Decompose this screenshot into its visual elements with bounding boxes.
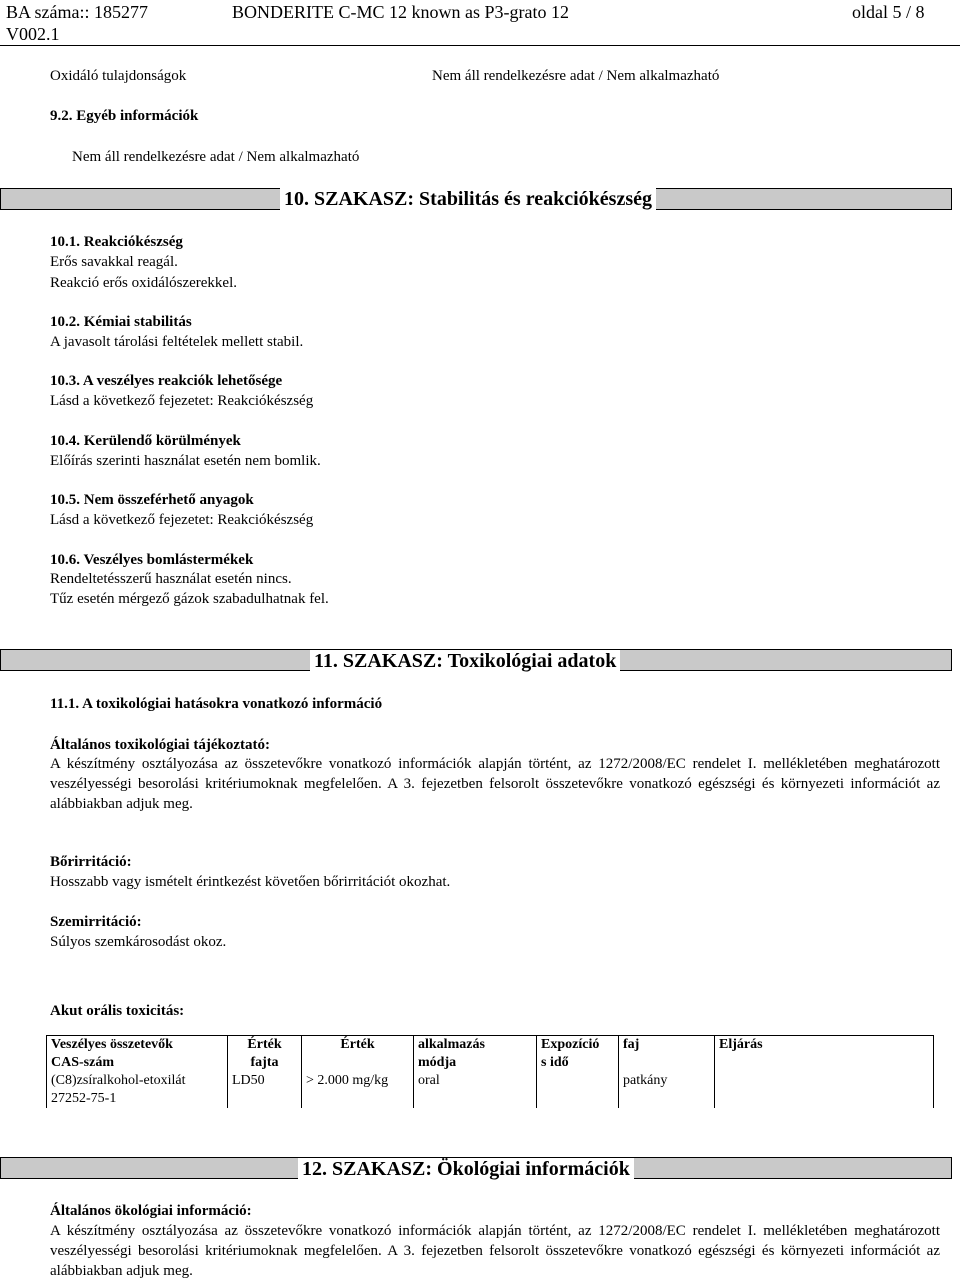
eye-irritation-title: Szemirritáció: bbox=[50, 914, 142, 930]
col-species: faj bbox=[619, 1036, 715, 1073]
acute-oral-title: Akut orális toxicitás: bbox=[50, 1003, 185, 1019]
section-11-title: 11. SZAKASZ: Toxikológiai adatok bbox=[310, 650, 620, 672]
ingredient-cas: 27252-75-1 bbox=[51, 1091, 117, 1106]
col-value-type: Érték fajta bbox=[228, 1036, 302, 1073]
header-divider bbox=[0, 45, 960, 46]
section-10-3-line1: Lásd a következő fejezetet: Reakciókészség bbox=[50, 393, 314, 409]
document-version: V002.1 bbox=[6, 24, 60, 44]
section-10-2-title: 10.2. Kémiai stabilitás bbox=[50, 314, 192, 330]
section-11-1-title: 11.1. A toxikológiai hatásokra vonatkozó információ bbox=[50, 696, 383, 712]
section-10-5-line1: Lásd a következő fejezetet: Reakciókészség bbox=[50, 512, 314, 528]
oxidizing-properties-value: Nem áll rendelkezésre adat / Nem alkalmazható bbox=[432, 68, 720, 84]
eye-irritation-text: Súlyos szemkárosodást okoz. bbox=[50, 934, 227, 950]
col-method: Eljárás bbox=[715, 1036, 934, 1073]
ingredient-name: (C8)zsíralkohol-etoxilát bbox=[51, 1073, 186, 1088]
section-10-1-line2: Reakció erős oxidálószerekkel. bbox=[50, 275, 238, 291]
col-route: alkalmazás módja bbox=[414, 1036, 537, 1073]
section-10-1-title: 10.1. Reakciókészség bbox=[50, 234, 183, 250]
section-10-4-title: 10.4. Kerülendő körülmények bbox=[50, 433, 241, 449]
section-9-2-title: 9.2. Egyéb információk bbox=[50, 108, 199, 124]
general-eco-text: A készítmény osztályozása az összetevőkre vonatkozó információk alapján történt, az 1272/2008/EC rendelet I. mellékletében meghatározott veszélyességi besorolási kritériumoknak megfelelően. A 3. fejezetben felsorolt összetevőkre vonatkozó egészségi és környezeti információt az alábbiakban adjuk meg. bbox=[50, 1223, 940, 1279]
route-cell: oral bbox=[414, 1072, 537, 1108]
species-cell: patkány bbox=[619, 1072, 715, 1108]
table-header-row bbox=[47, 1036, 934, 1073]
value-cell: > 2.000 mg/kg bbox=[302, 1072, 414, 1108]
document-id: BA száma:: 185277 bbox=[6, 2, 148, 22]
general-eco-title: Általános ökológiai információ: bbox=[50, 1203, 252, 1219]
page-number: oldal 5 / 8 bbox=[852, 2, 925, 22]
product-name: BONDERITE C-MC 12 known as P3-grato 12 bbox=[232, 2, 569, 22]
exposure-cell bbox=[537, 1072, 619, 1108]
skin-irritation-text: Hosszabb vagy ismételt érintkezést követően bőrirritációt okozhat. bbox=[50, 874, 451, 890]
section-9-2-text: Nem áll rendelkezésre adat / Nem alkalmazható bbox=[72, 149, 360, 165]
general-tox-title: Általános toxikológiai tájékoztató: bbox=[50, 737, 270, 753]
section-10-3-title: 10.3. A veszélyes reakciók lehetősége bbox=[50, 373, 283, 389]
section-10-6-line2: Tűz esetén mérgező gázok szabadulhatnak fel. bbox=[50, 591, 329, 607]
section-10-6-title: 10.6. Veszélyes bomlástermékek bbox=[50, 552, 254, 568]
section-10-4-line1: Előírás szerinti használat esetén nem bomlik. bbox=[50, 453, 321, 469]
table-row bbox=[47, 1072, 934, 1108]
oxidizing-properties-label: Oxidáló tulajdonságok bbox=[50, 68, 187, 84]
acute-oral-table bbox=[46, 1035, 934, 1108]
value-type-cell: LD50 bbox=[228, 1072, 302, 1108]
col-exposure: Expozíció s idő bbox=[537, 1036, 619, 1073]
general-tox-text: A készítmény osztályozása az összetevőkre vonatkozó információk alapján történt, az 1272/2008/EC rendelet I. mellékletében meghatározott veszélyességi besorolási kritériumoknak megfelelően. A 3. fejezetben felsorolt összetevőkre vonatkozó egészségi és környezeti információt az alábbiakban adjuk meg. bbox=[50, 756, 940, 812]
section-10-6-line1: Rendeltetésszerű használat esetén nincs. bbox=[50, 571, 292, 587]
section-10-2-line1: A javasolt tárolási feltételek mellett stabil. bbox=[50, 334, 304, 350]
method-cell bbox=[715, 1072, 934, 1108]
skin-irritation-title: Bőrirritáció: bbox=[50, 854, 132, 870]
col-value: Érték bbox=[302, 1036, 414, 1073]
section-10-1-line1: Erős savakkal reagál. bbox=[50, 254, 178, 270]
col-ingredient: Veszélyes összetevők CAS-szám bbox=[47, 1036, 228, 1073]
section-10-title: 10. SZAKASZ: Stabilitás és reakciókészség bbox=[280, 188, 656, 210]
section-12-title: 12. SZAKASZ: Ökológiai információk bbox=[298, 1158, 634, 1180]
section-10-5-title: 10.5. Nem összeférhető anyagok bbox=[50, 492, 254, 508]
